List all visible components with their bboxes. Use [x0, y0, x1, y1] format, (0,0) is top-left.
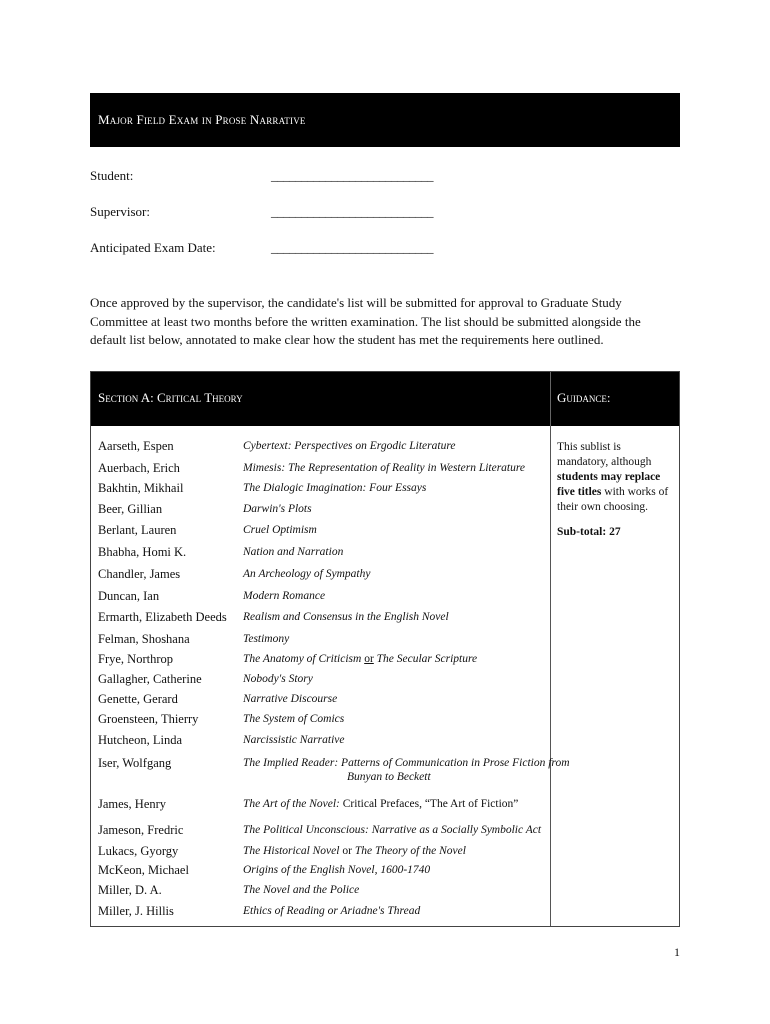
- guidance-post: with works of their own choosing.: [557, 486, 669, 513]
- work-title-group: [243, 845, 466, 857]
- subtotal: Sub-total: 27: [557, 526, 621, 538]
- work-title: The Implied Reader: Patterns of Communication in Prose Fiction from: [243, 757, 570, 769]
- document-title: Major Field Exam in Prose Narrative: [98, 112, 306, 127]
- author: Berlant, Lauren: [98, 523, 177, 537]
- author: Miller, J. Hillis: [98, 904, 174, 918]
- work-title: Darwin's Plots: [243, 503, 312, 515]
- author: Genette, Gerard: [98, 692, 178, 706]
- author: Felman, Shoshana: [98, 632, 190, 646]
- work-title: Modern Romance: [243, 590, 326, 602]
- work-title: Ethics of Reading or Ariadne's Thread: [243, 905, 421, 917]
- author: Ermarth, Elizabeth Deeds: [98, 610, 227, 624]
- work-title-continued: Bunyan to Beckett: [347, 771, 431, 783]
- section-a-table: [90, 371, 680, 927]
- exam-date-blank: ___________________________: [271, 240, 433, 255]
- alternate-work-title: The Theory of the Novel: [354, 845, 466, 857]
- work-title: Testimony: [243, 633, 290, 645]
- work-title: The Historical Novel: [243, 845, 340, 857]
- work-title: Origins of the English Novel, 1600-1740: [243, 864, 431, 876]
- work-title-group: [243, 653, 477, 665]
- guidance-text: [557, 440, 673, 515]
- work-title: The Dialogic Imagination: Four Essays: [243, 482, 427, 494]
- author: Hutcheon, Linda: [98, 733, 183, 747]
- title-connector: or: [342, 845, 352, 857]
- author: Duncan, Ian: [98, 589, 160, 603]
- author: Gallagher, Catherine: [98, 672, 202, 686]
- author: Jameson, Fredric: [98, 823, 184, 837]
- section-a-header: [91, 372, 679, 426]
- exam-date-label: Anticipated Exam Date:: [90, 240, 216, 255]
- work-title: The Art of the Novel:: [243, 798, 340, 810]
- work-title: Realism and Consensus in the English Novel: [243, 611, 449, 623]
- document-title-bar: [90, 93, 680, 147]
- author: Groensteen, Thierry: [98, 712, 199, 726]
- section-a-heading: Section A: Critical Theory: [98, 390, 243, 405]
- author: Lukacs, Gyorgy: [98, 844, 179, 858]
- work-title: Narrative Discourse: [243, 693, 338, 705]
- guidance-pre: This sublist is mandatory, although: [557, 441, 652, 468]
- guidance-heading: Guidance:: [557, 390, 611, 405]
- intro-paragraph: Once approved by the supervisor, the candidate's list will be submitted for approval to Graduate Study Committee at least two months before the written examination. The list should be submitted alongside the default list below, annotated to make clear how the student has met the requirements here outlined.: [90, 295, 641, 347]
- work-title: Cruel Optimism: [243, 524, 317, 536]
- author: Frye, Northrop: [98, 652, 173, 666]
- author: Beer, Gillian: [98, 502, 163, 516]
- author: Miller, D. A.: [98, 883, 162, 897]
- work-title: The System of Comics: [243, 713, 345, 725]
- author: Auerbach, Erich: [98, 461, 180, 475]
- author: Chandler, James: [98, 567, 181, 581]
- page-number: 1: [674, 945, 680, 959]
- author: Bhabha, Homi K.: [98, 545, 187, 559]
- author: Bakhtin, Mikhail: [98, 481, 184, 495]
- column-divider: [550, 426, 551, 926]
- author: Aarseth, Espen: [98, 439, 174, 453]
- work-title: Cybertext: Perspectives on Ergodic Literature: [243, 440, 456, 452]
- supervisor-blank: ___________________________: [271, 204, 433, 219]
- supervisor-label: Supervisor:: [90, 204, 150, 219]
- author: Iser, Wolfgang: [98, 756, 172, 770]
- title-connector: or: [364, 653, 374, 665]
- work-title: Nation and Narration: [243, 546, 344, 558]
- guidance-bold: students may replace five titles: [557, 471, 661, 498]
- work-title: Mimesis: The Representation of Reality in Western Literature: [243, 462, 526, 474]
- student-blank: ___________________________: [271, 168, 433, 183]
- work-title: Nobody's Story: [243, 673, 313, 685]
- author: McKeon, Michael: [98, 863, 189, 877]
- author: James, Henry: [98, 797, 167, 811]
- header-divider: [550, 372, 551, 426]
- work-title: An Archeology of Sympathy: [243, 568, 371, 580]
- student-label: Student:: [90, 168, 134, 183]
- work-title-group: [243, 798, 518, 810]
- work-title: The Novel and the Police: [243, 884, 360, 896]
- additional-works: Critical Prefaces, “The Art of Fiction”: [342, 798, 519, 810]
- work-title: The Anatomy of Criticism: [243, 653, 362, 665]
- alternate-work-title: The Secular Scripture: [376, 653, 478, 665]
- work-title: The Political Unconscious: Narrative as a Socially Symbolic Act: [243, 824, 542, 836]
- work-title: Narcissistic Narrative: [243, 734, 345, 746]
